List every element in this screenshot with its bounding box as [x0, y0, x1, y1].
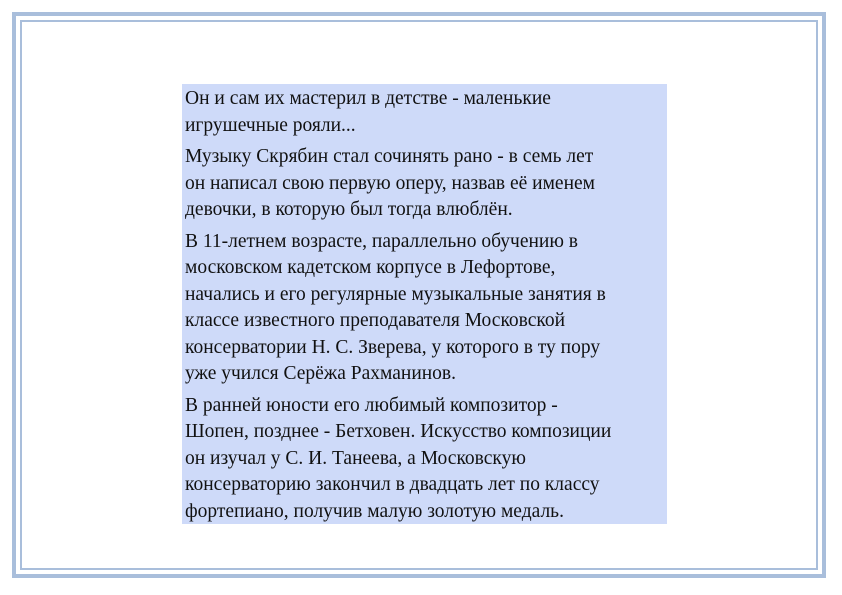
paragraph-first-opera: Музыку Скрябин стал сочинять рано - в семь лет он написал свою первую оперу, назвав её именем девочки, в которую был тогда влюблён. [185, 146, 595, 220]
text-block [182, 84, 667, 524]
paragraph-music-studies: В 11-летнем возрасте, параллельно обучению в московском кадетском корпусе в Лефортове, начались и его регулярные музыкальные занятия в классе известного преподавателя Московской консерватории Н. С. Зверева, у которого в ту пору уже учился Серёжа Рахманинов. [185, 230, 606, 384]
paragraph-youth-conservatory: В ранней юности его любимый композитор - Шопен, позднее - Бетховен. Искусство композиции он изучал у С. И. Танеева, а Московскую консерваторию закончил в двадцать лет по классу фортепиано, получив малую золотую медаль. [185, 394, 612, 522]
paragraph-childhood-pianos: Он и сам их мастерил в детстве - маленькие игрушечные рояли... [185, 88, 551, 136]
